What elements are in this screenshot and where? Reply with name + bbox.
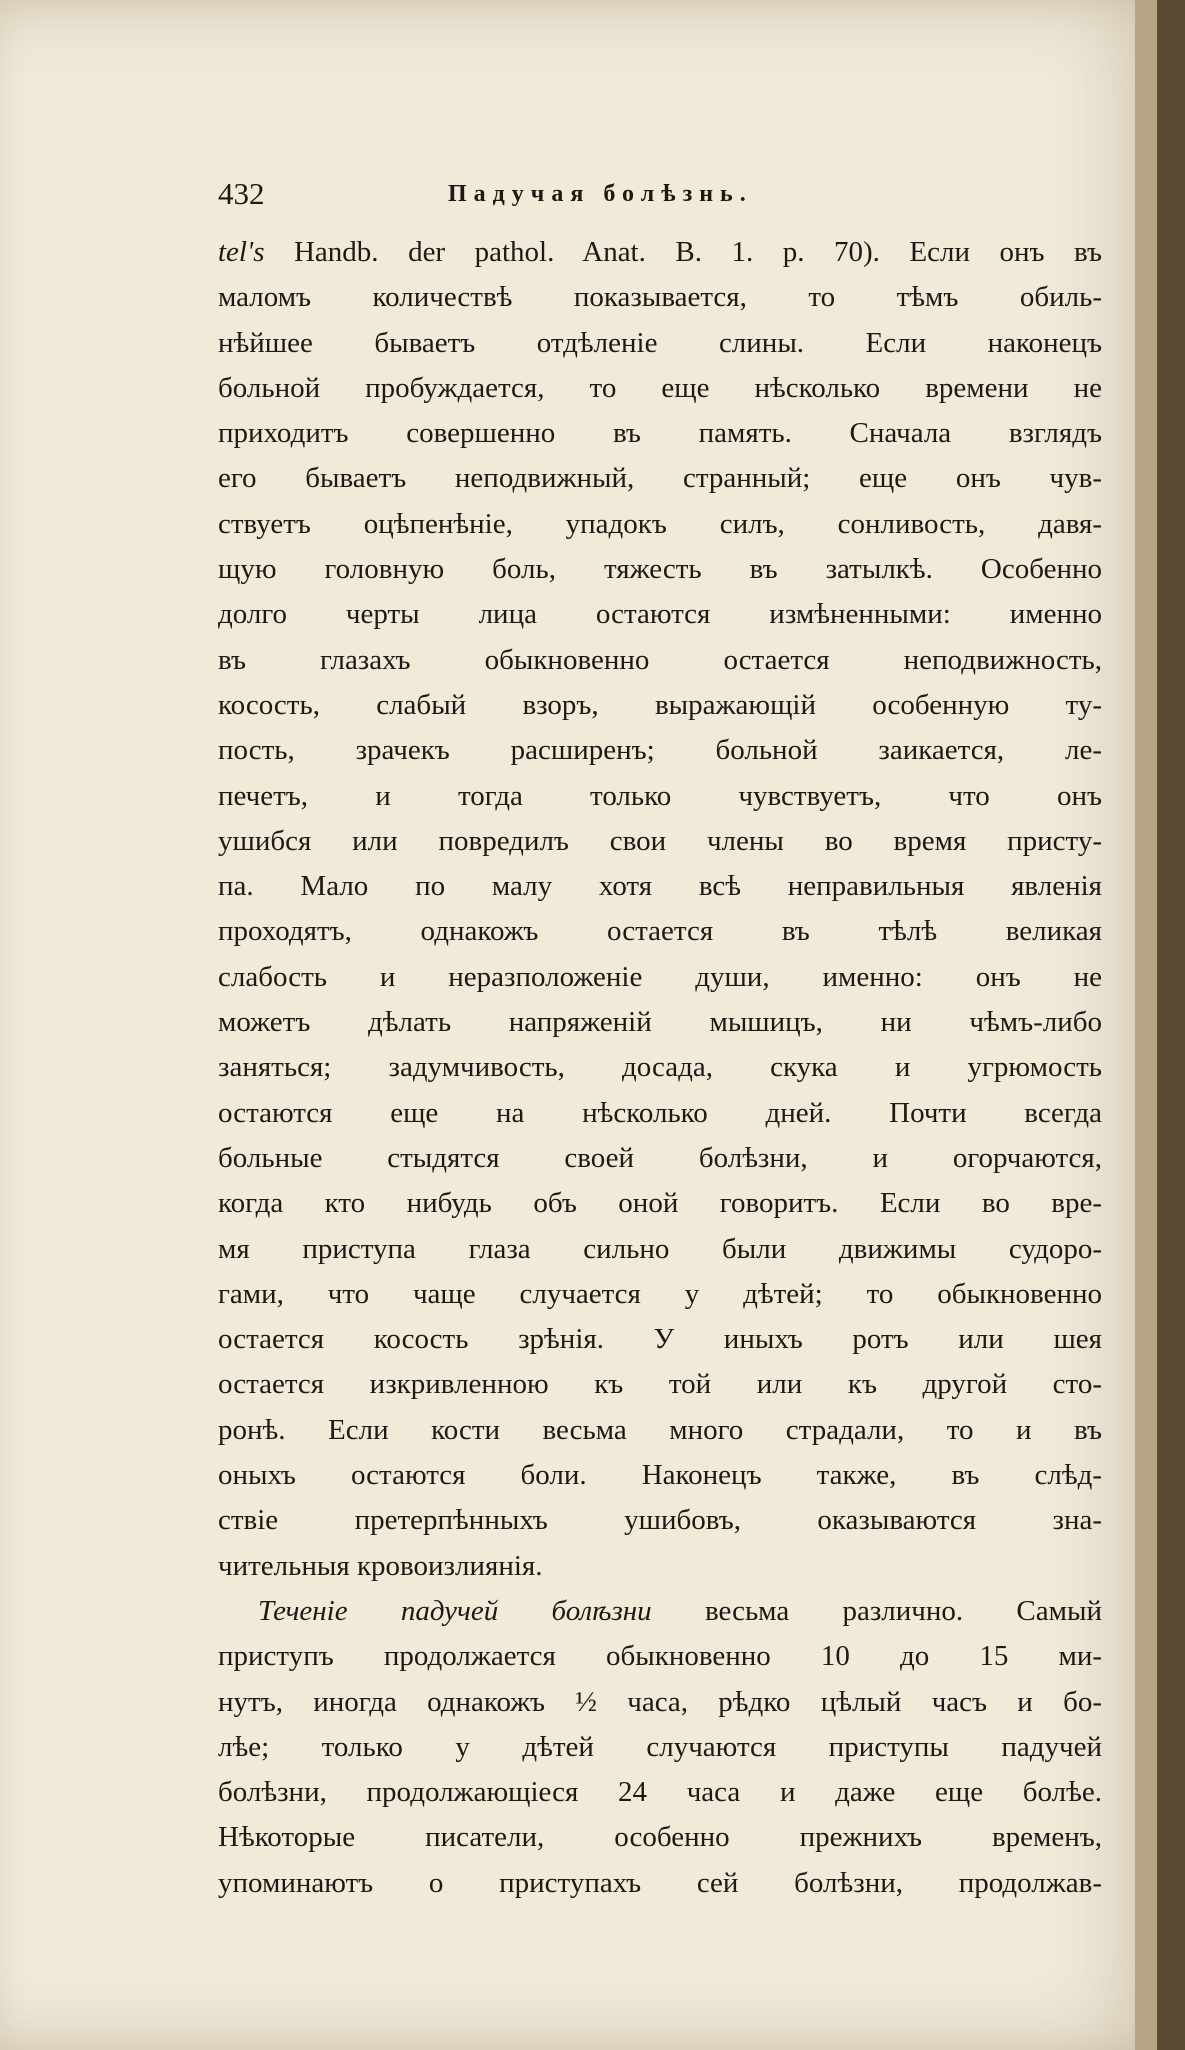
line-text: заняться; задумчивость, досада, скука и угрюмость: [218, 1051, 1102, 1084]
page-body-text: [218, 230, 1102, 1906]
line-text: чительныя кровоизлиянія.: [218, 1549, 543, 1582]
text-line: [218, 1227, 1102, 1272]
text-line: [218, 955, 1102, 1000]
line-text: упоминаютъ о приступахъ сей болѣзни, продолжав-: [218, 1866, 1102, 1899]
text-line: [218, 411, 1102, 456]
line-text: когда кто нибудь объ оной говоритъ. Если во вре-: [218, 1187, 1102, 1220]
text-line: [218, 1498, 1102, 1543]
text-line: [218, 547, 1102, 592]
line-text: ствуетъ оцѣпенѣніе, упадокъ силъ, сонливость, давя-: [218, 507, 1102, 540]
text-line: [218, 592, 1102, 637]
line-text: лѣе; только у дѣтей случаются приступы падучей: [218, 1730, 1102, 1763]
text-line: [218, 819, 1102, 864]
line-text: остаются еще на нѣсколько дней. Почти всегда: [218, 1096, 1102, 1129]
line-text: печетъ, и тогда только чувствуетъ, что онъ: [218, 779, 1102, 812]
page-number: 432: [218, 176, 265, 211]
line-text: проходятъ, однакожъ остается въ тѣлѣ великая: [218, 915, 1102, 948]
line-text: его бываетъ неподвижный, странный; еще онъ чув-: [218, 462, 1102, 495]
line-text: оныхъ остаются боли. Наконецъ также, въ слѣд-: [218, 1459, 1102, 1492]
line-text: па. Мало по малу хотя всѣ неправильныя явленія: [218, 870, 1102, 903]
line-text: приходитъ совершенно въ память. Сначала взглядъ: [218, 417, 1102, 450]
line-text: нѣйшее бываетъ отдѣленіе слины. Если наконецъ: [218, 326, 1102, 359]
text-line: [218, 1408, 1102, 1453]
line-text: ушибся или повредилъ свои члены во время присту-: [218, 824, 1102, 857]
line-text: можетъ дѣлать напряженій мышицъ, ни чѣмъ-либо: [218, 1006, 1102, 1039]
text-line: [218, 1136, 1102, 1181]
line-text: долго черты лица остаются измѣненными: именно: [218, 598, 1102, 631]
line-text: болѣзни, продолжающіеся 24 часа и даже еще болѣе.: [218, 1776, 1102, 1809]
line-text: маломъ количествѣ показывается, то тѣмъ обиль-: [218, 281, 1102, 314]
text-line: [218, 1861, 1102, 1906]
text-line: [218, 638, 1102, 683]
line-text: Нѣкоторые писатели, особенно прежнихъ временъ,: [218, 1821, 1102, 1854]
line-text: Handb. der pathol. Anat. B. 1. p. 70). Если онъ въ: [264, 236, 1102, 268]
italic-phrase: tel's: [218, 236, 265, 268]
line-text: пость, зрачекъ расширенъ; больной заикается, ле-: [218, 734, 1102, 767]
line-text: ствіе претерпѣнныхъ ушибовъ, оказываются зна-: [218, 1504, 1102, 1537]
line-text: ронѣ. Если кости весьма много страдали, то и въ: [218, 1413, 1102, 1446]
text-line: [218, 1770, 1102, 1815]
line-text: мя приступа глаза сильно были движимы судоро-: [218, 1232, 1102, 1265]
text-line: [218, 366, 1102, 411]
text-line: [218, 1000, 1102, 1045]
text-line: [218, 1091, 1102, 1136]
text-line: [218, 321, 1102, 366]
text-line: [218, 864, 1102, 909]
line-text: больные стыдятся своей болѣзни, и огорчаются,: [218, 1141, 1102, 1174]
line-text: остается косость зрѣнія. У иныхъ ротъ или шея: [218, 1323, 1102, 1356]
line-text: больной пробуждается, то еще нѣсколько времени не: [218, 371, 1102, 404]
text-line: [218, 1453, 1102, 1498]
page-header: [218, 174, 1078, 214]
text-line: [218, 275, 1102, 320]
line-text: въ глазахъ обыкновенно остается неподвижность,: [218, 643, 1102, 676]
text-line: [218, 502, 1102, 547]
line-text: слабость и неразположеніе души, именно: онъ не: [218, 960, 1102, 993]
text-line: [218, 683, 1102, 728]
book-spine-edge: [1157, 0, 1185, 2050]
text-line: [218, 909, 1102, 954]
text-line: [218, 1181, 1102, 1226]
text-line: [218, 1544, 1102, 1589]
line-text: гами, что чаще случается у дѣтей; то обыкновенно: [218, 1277, 1102, 1310]
text-line: [218, 1725, 1102, 1770]
line-text: остается изкривленною къ той или къ другой сто-: [218, 1368, 1102, 1401]
text-line: [218, 1272, 1102, 1317]
text-line: [218, 728, 1102, 773]
text-line: [218, 1589, 1102, 1634]
line-text: щую головную боль, тяжесть въ затылкѣ. Особенно: [218, 553, 1102, 586]
running-title: Падучая болѣзнь.: [448, 181, 753, 207]
text-line: [218, 1045, 1102, 1090]
text-line: [218, 774, 1102, 819]
text-line: [218, 1317, 1102, 1362]
text-line: [218, 230, 1102, 275]
text-line: [218, 1680, 1102, 1725]
text-line: [218, 456, 1102, 501]
text-line: [218, 1815, 1102, 1860]
text-line: [218, 1634, 1102, 1679]
text-line: [218, 1362, 1102, 1407]
line-text: косость, слабый взоръ, выражающій особенную ту-: [218, 688, 1102, 721]
line-text: нутъ, иногда однакожъ ½ часа, рѣдко цѣлый часъ и бо-: [218, 1685, 1102, 1718]
line-text: приступъ продолжается обыкновенно 10 до 15 ми-: [218, 1640, 1102, 1673]
line-text: весьма различно. Самый: [651, 1594, 1102, 1627]
italic-phrase: Теченіе падучей болѣзни: [258, 1594, 652, 1627]
